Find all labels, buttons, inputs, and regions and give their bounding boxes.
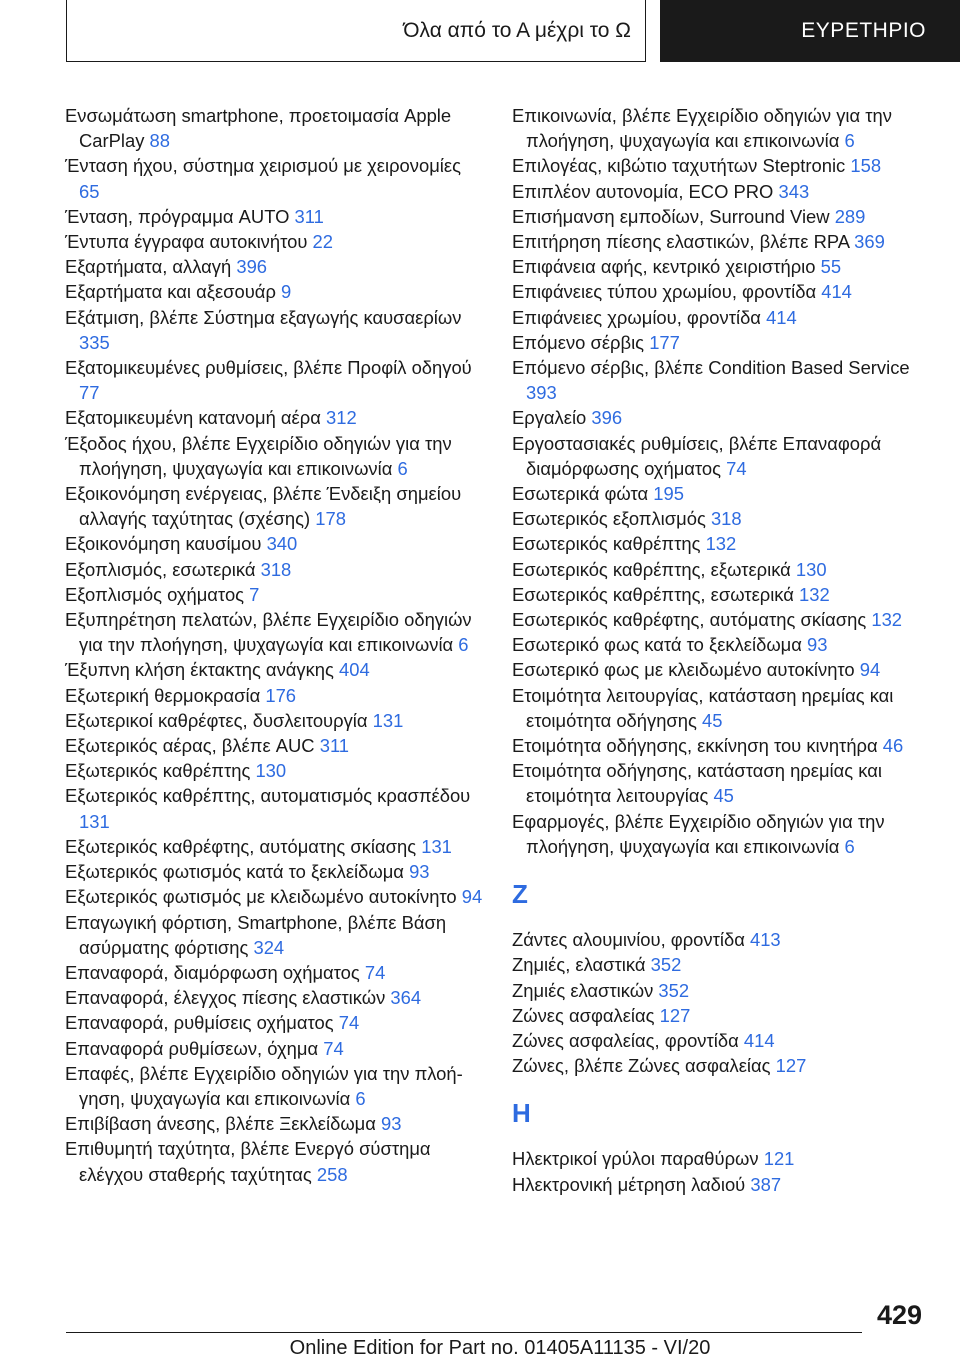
index-entry-text: Επιφάνειες χρωμίου, φροντίδα bbox=[512, 306, 761, 328]
index-entry bbox=[65, 582, 485, 607]
index-entry bbox=[65, 405, 485, 430]
index-entry-text: Εξαρτήματα και αξεσουάρ bbox=[65, 281, 276, 303]
index-entry-text: Εσωτερικό φως με κλειδωμένο αυτοκίνητο bbox=[512, 659, 855, 681]
index-entry-page-link[interactable]: 74 bbox=[338, 1012, 360, 1034]
index-entry-page-link[interactable]: 414 bbox=[766, 306, 797, 328]
index-entry-page-link[interactable]: 176 bbox=[265, 684, 297, 706]
index-entry-text: Ζώνες ασφαλείας bbox=[512, 1004, 655, 1026]
index-entry bbox=[512, 531, 932, 556]
index-entry-page-link[interactable]: 132 bbox=[799, 583, 830, 605]
index-entry-text: Επικοινωνία, βλέπε Εγχειρίδιο οδηγιών για την πλοήγηση, ψυχαγωγία και επικοινωνία bbox=[512, 105, 892, 152]
index-entry-text: Εξωτερικοί καθρέφτες, δυσλειτουργία bbox=[65, 709, 368, 731]
index-entry bbox=[512, 279, 932, 304]
index-entry-page-link[interactable]: 387 bbox=[750, 1173, 782, 1195]
section-letter-z: Z bbox=[512, 879, 528, 910]
index-entry-page-link[interactable]: 131 bbox=[372, 709, 404, 731]
index-column-right bbox=[512, 103, 932, 1197]
index-entry-text: Επιτήρηση πίεσης ελαστικών, βλέπε RPA bbox=[512, 231, 850, 253]
index-entry bbox=[512, 330, 932, 355]
index-entry-text: Εξάτμιση, βλέπε Σύστημα εξαγωγής καυσαερίων bbox=[65, 306, 462, 328]
section-letter-h: H bbox=[512, 1098, 531, 1129]
index-entry bbox=[65, 985, 485, 1010]
index-entry-page-link[interactable]: 6 bbox=[844, 130, 855, 152]
index-entry bbox=[65, 657, 485, 682]
index-entry bbox=[512, 431, 932, 481]
index-entry-page-link[interactable]: 318 bbox=[260, 558, 292, 580]
index-entry-page-link[interactable]: 94 bbox=[461, 886, 483, 908]
index-entry-page-link[interactable]: 404 bbox=[339, 659, 370, 681]
index-entry bbox=[65, 557, 485, 582]
index-entry-page-link[interactable]: 396 bbox=[236, 256, 268, 278]
index-entry-page-link[interactable]: 77 bbox=[79, 382, 100, 404]
index-entry bbox=[512, 405, 932, 430]
index-entry-page-link[interactable]: 311 bbox=[294, 205, 324, 227]
index-entry-page-link[interactable]: 414 bbox=[821, 281, 852, 303]
index-entry bbox=[512, 179, 932, 204]
index-entry bbox=[65, 683, 485, 708]
index-entry-text: Επαναφορά, διαμόρφωση οχήματος bbox=[65, 961, 360, 983]
index-entry bbox=[65, 910, 485, 960]
index-entry bbox=[512, 254, 932, 279]
index-entry-text: Επαναφορά, έλεγχος πίεσης ελαστικών bbox=[65, 987, 386, 1009]
index-entry-text: Εξωτερικός καθρέπτης bbox=[65, 760, 251, 782]
index-entry-page-link[interactable]: 413 bbox=[749, 929, 781, 951]
index-entry-text: Εξυπηρέτηση πελατών, βλέπε Εγχειρίδιο οδηγιών για την πλοήγηση, ψυχαγωγία και επικοινωνία bbox=[65, 609, 472, 656]
footer-edition-text: Online Edition for Part no. 01405A11135 - VI/20 bbox=[289, 1337, 711, 1359]
index-entry-text: Εσωτερικός καθρέπτης, εσωτερικά bbox=[512, 583, 794, 605]
index-entry-text: Εσωτερικός καθρέπτης bbox=[512, 533, 701, 555]
index-entry bbox=[65, 204, 485, 229]
index-entry-text: Ζημιές, ελαστικά bbox=[512, 954, 646, 976]
index-entry-text: Επαφές, βλέπε Εγχειρίδιο οδηγιών για την πλοήγηση, ψυχαγωγία και επικοινωνία bbox=[65, 1062, 463, 1109]
index-entry-text: Εξοπλισμός, εσωτερικά bbox=[65, 558, 256, 580]
index-entry-text: Εργοστασιακές ρυθμίσεις, βλέπε Επαναφορά διαμόρφωσης οχήματος bbox=[512, 432, 882, 479]
index-entry-page-link[interactable]: 289 bbox=[834, 205, 866, 227]
index-entry bbox=[512, 557, 932, 582]
index-entry-text: Επιβίβαση άνεσης, βλέπε Ξεκλείδωμα bbox=[65, 1113, 376, 1135]
index-entry-text: Εσωτερικά φώτα bbox=[512, 483, 649, 505]
index-entry-page-link[interactable]: 6 bbox=[458, 634, 469, 656]
index-entry-page-link[interactable]: 45 bbox=[713, 785, 734, 807]
index-entry-text: Έξοδος ήχου, βλέπε Εγχειρίδιο οδηγιών για την πλοήγηση, ψυχαγωγία και επικοινωνία bbox=[65, 432, 452, 479]
index-column-left bbox=[65, 103, 485, 1187]
index-entry-text: Επιπλέον αυτονομία, ECO PRO bbox=[512, 180, 774, 202]
index-entry-page-link[interactable]: 6 bbox=[397, 457, 408, 479]
index-entry-page-link[interactable]: 46 bbox=[882, 735, 904, 757]
index-entry bbox=[512, 657, 932, 682]
index-entry bbox=[512, 733, 932, 758]
footer-edition bbox=[0, 1337, 960, 1360]
index-entry-text: Εξοικονόμηση ενέργειας, βλέπε Ένδειξη σημείου αλλαγής ταχύτητας (σχέσης) bbox=[65, 483, 462, 530]
index-entry-page-link[interactable]: 93 bbox=[381, 1113, 402, 1135]
index-entry-text: Ετοιμότητα οδήγησης, κατάσταση ηρεμίας και ετοιμότητα λειτουργίας bbox=[512, 760, 882, 807]
index-entry-text: Ένταση, πρόγραμμα AUTO bbox=[65, 205, 290, 227]
index-entry-text: Εξαρτήματα, αλλαγή bbox=[65, 256, 232, 278]
index-entry bbox=[65, 607, 485, 657]
index-entry-page-link[interactable]: 22 bbox=[312, 231, 333, 253]
tab-index-label: ΕΥΡΕΤΗΡΙΟ bbox=[801, 19, 926, 42]
index-entry bbox=[65, 834, 485, 859]
index-entry-text: Ζώνες ασφαλείας, φροντίδα bbox=[512, 1029, 739, 1051]
index-entry bbox=[512, 153, 932, 178]
index-entry-page-link[interactable]: 369 bbox=[854, 231, 885, 253]
index-entry bbox=[512, 1003, 932, 1028]
index-entry-text: Εξατομικευμένες ρυθμίσεις, βλέπε Προφίλ οδηγού bbox=[65, 357, 472, 379]
index-entry-text: Εσωτερικό φως κατά το ξεκλείδωμα bbox=[512, 634, 802, 656]
index-entry bbox=[512, 506, 932, 531]
index-entry-page-link[interactable]: 55 bbox=[820, 256, 842, 278]
index-entry-page-link[interactable]: 132 bbox=[871, 609, 903, 631]
index-entry-text: Επιφάνεια αφής, κεντρικό χειριστήριο bbox=[512, 256, 816, 278]
footer-divider bbox=[66, 1332, 862, 1333]
index-entry-text: Επόμενο σέρβις, βλέπε Condition Based Service bbox=[512, 357, 910, 379]
index-entry-page-link[interactable]: 74 bbox=[323, 1037, 344, 1059]
index-entry-page-link[interactable]: 94 bbox=[859, 659, 881, 681]
index-entry-page-link[interactable]: 158 bbox=[850, 155, 882, 177]
index-entry bbox=[512, 683, 932, 733]
index-entry-page-link[interactable]: 9 bbox=[281, 281, 292, 303]
index-entry-page-link[interactable]: 65 bbox=[79, 180, 100, 202]
index-entry bbox=[65, 1061, 485, 1111]
index-entry-page-link[interactable]: 130 bbox=[255, 760, 287, 782]
index-entry-text: Ηλεκτρικοί γρύλοι παραθύρων bbox=[512, 1148, 759, 1170]
index-entry bbox=[65, 531, 485, 556]
index-entry-page-link[interactable]: 132 bbox=[705, 533, 737, 555]
index-entry bbox=[512, 1146, 932, 1171]
index-entry-page-link[interactable]: 130 bbox=[795, 558, 827, 580]
index-entry bbox=[512, 103, 932, 153]
tab-a-to-z[interactable] bbox=[66, 0, 646, 62]
index-entry-text: Επιφάνειες τύπου χρωμίου, φροντίδα bbox=[512, 281, 817, 303]
index-entry-page-link[interactable]: 178 bbox=[315, 508, 346, 530]
index-entry-text: Εξωτερικός φωτισμός κατά το ξεκλείδωμα bbox=[65, 861, 404, 883]
index-entry-text: Ένταση ήχου, σύστημα χειρισμού με χειρονομίες bbox=[65, 155, 461, 177]
index-entry-text: Εξατομικευμένη κατανομή αέρα bbox=[65, 407, 321, 429]
index-entry bbox=[65, 254, 485, 279]
index-entry bbox=[65, 229, 485, 254]
index-entry-page-link[interactable]: 352 bbox=[658, 979, 690, 1001]
index-entry-text: Ενσωμάτωση smartphone, προετοιμασία Apple CarPlay bbox=[65, 105, 452, 152]
index-entry bbox=[65, 708, 485, 733]
header-bar bbox=[0, 0, 960, 66]
index-entry-page-link[interactable]: 74 bbox=[726, 457, 747, 479]
index-entry-text: Έντυπα έγγραφα αυτοκινήτου bbox=[65, 231, 308, 253]
index-entry bbox=[65, 481, 485, 531]
index-entry-text: Ηλεκτρονική μέτρηση λαδιού bbox=[512, 1173, 746, 1195]
index-entry-text: Ζημιές ελαστικών bbox=[512, 979, 654, 1001]
index-entry-page-link[interactable]: 195 bbox=[653, 483, 684, 505]
index-entry-text: Εξοπλισμός οχήματος bbox=[65, 583, 245, 605]
index-entry bbox=[65, 305, 485, 355]
index-entry-page-link[interactable]: 312 bbox=[325, 407, 357, 429]
index-entry bbox=[65, 884, 485, 909]
index-entry-text: Ετοιμότητα λειτουργίας, κατάσταση ηρεμίας και ετοιμότητα οδήγησης bbox=[512, 684, 894, 731]
index-entry bbox=[512, 632, 932, 657]
index-entry-text: Εξωτερική θερμοκρασία bbox=[65, 684, 261, 706]
index-entry-text: Ζώνες, βλέπε Ζώνες ασφαλείας bbox=[512, 1055, 771, 1077]
index-entry-page-link[interactable]: 340 bbox=[266, 533, 298, 555]
index-entry-page-link[interactable]: 93 bbox=[807, 634, 828, 656]
index-entry bbox=[65, 960, 485, 985]
index-entry-page-link[interactable]: 127 bbox=[775, 1055, 807, 1077]
index-entry-page-link[interactable]: 311 bbox=[319, 735, 350, 757]
index-entry bbox=[65, 1036, 485, 1061]
index-entry-text: Εξωτερικός φωτισμός με κλειδωμένο αυτοκίνητο bbox=[65, 886, 457, 908]
tab-a-to-z-label: Όλα από το Α μέχρι το Ω bbox=[403, 18, 631, 42]
page-number: 429 bbox=[876, 1300, 922, 1330]
index-entry bbox=[65, 1136, 485, 1186]
index-entry bbox=[65, 153, 485, 203]
index-entry bbox=[65, 758, 485, 783]
index-entry-page-link[interactable]: 258 bbox=[316, 1163, 348, 1185]
index-entry-page-link[interactable]: 7 bbox=[249, 583, 260, 605]
index-entry-text: Ετοιμότητα οδήγησης, εκκίνηση του κινητήρα bbox=[512, 735, 878, 757]
index-entry-page-link[interactable]: 396 bbox=[591, 407, 623, 429]
index-entry-page-link[interactable]: 45 bbox=[702, 709, 723, 731]
index-entry bbox=[512, 481, 932, 506]
index-entry bbox=[512, 809, 932, 859]
index-entry-text: Επαγωγική φόρτιση, Smartphone, βλέπε Βάση ασύρματης φόρτισης bbox=[65, 911, 447, 958]
index-entry-text: Επαναφορά, ρυθμίσεις οχήματος bbox=[65, 1012, 334, 1034]
index-entry-text: Εξωτερικός καθρέφτης, αυτόματης σκίασης bbox=[65, 835, 417, 857]
index-entry-page-link[interactable]: 343 bbox=[778, 180, 810, 202]
index-entry-page-link[interactable]: 335 bbox=[79, 331, 110, 353]
index-entry bbox=[512, 1172, 932, 1197]
index-entry bbox=[512, 952, 932, 977]
index-entry bbox=[512, 305, 932, 330]
index-entry bbox=[512, 1028, 932, 1053]
index-entry-page-link[interactable]: 93 bbox=[409, 861, 430, 883]
index-entry-page-link[interactable]: 6 bbox=[355, 1087, 366, 1109]
index-entry-text: Επιλογέας, κιβώτιο ταχυτήτων Steptronic bbox=[512, 155, 846, 177]
index-entry-page-link[interactable]: 364 bbox=[390, 987, 422, 1009]
index-entry-text: Εσωτερικός εξοπλισμός bbox=[512, 508, 706, 530]
index-entry bbox=[512, 978, 932, 1003]
index-entry-text: Εφαρμογές, βλέπε Εγχειρίδιο οδηγιών για την πλοήγηση, ψυχαγωγία και επικοινωνία bbox=[512, 810, 885, 857]
index-entry-page-link[interactable]: 393 bbox=[526, 382, 557, 404]
index-entry-text: Επισήμανση εμποδίων, Surround View bbox=[512, 205, 830, 227]
index-entry bbox=[512, 229, 932, 254]
index-entry-text: Εσωτερικός καθρέπτης, εξωτερικά bbox=[512, 558, 791, 580]
index-entry bbox=[512, 927, 932, 952]
index-entry-page-link[interactable]: 121 bbox=[763, 1148, 795, 1170]
index-entry-text: Επαναφορά ρυθμίσεων, όχημα bbox=[65, 1037, 319, 1059]
index-entry bbox=[65, 1010, 485, 1035]
index-entry-text: Επιθυμητή ταχύτητα, βλέπε Ενεργό σύστημα ελέγχου σταθερής ταχύτητας bbox=[65, 1138, 431, 1185]
index-entry-page-link[interactable]: 352 bbox=[650, 954, 682, 976]
index-entry bbox=[512, 607, 932, 632]
index-entry-page-link[interactable]: 131 bbox=[79, 810, 110, 832]
index-entry bbox=[512, 355, 932, 405]
index-entry-text: Εργαλείο bbox=[512, 407, 587, 429]
index-entry-page-link[interactable]: 6 bbox=[844, 835, 855, 857]
index-entry-page-link[interactable]: 414 bbox=[743, 1029, 775, 1051]
index-entry-page-link[interactable]: 324 bbox=[253, 936, 285, 958]
index-entry-text: Εξωτερικός καθρέπτης, αυτοματισμός κρασπέδου bbox=[65, 785, 471, 807]
index-entry-page-link[interactable]: 88 bbox=[149, 130, 171, 152]
index-entry bbox=[65, 103, 485, 153]
index-entry-text: Εσωτερικός καθρέφτης, αυτόματης σκίασης bbox=[512, 609, 867, 631]
index-entry bbox=[65, 783, 485, 833]
index-entry bbox=[65, 733, 485, 758]
index-entry-text: Ζάντες αλουμινίου, φροντίδα bbox=[512, 929, 745, 951]
index-entry-text: Εξοικονόμηση καυσίμου bbox=[65, 533, 262, 555]
index-entry bbox=[65, 355, 485, 405]
index-entry-page-link[interactable]: 318 bbox=[710, 508, 742, 530]
index-entry-text: Επόμενο σέρβις bbox=[512, 331, 645, 353]
tab-index[interactable] bbox=[660, 0, 960, 62]
index-entry bbox=[512, 758, 932, 808]
index-entry bbox=[512, 1053, 932, 1078]
index-entry-page-link[interactable]: 74 bbox=[364, 961, 386, 983]
index-entry-page-link[interactable]: 177 bbox=[649, 331, 680, 353]
index-entry bbox=[65, 279, 485, 304]
index-entry-text: Εξωτερικός αέρας, βλέπε AUC bbox=[65, 735, 315, 757]
index-entry bbox=[512, 582, 932, 607]
index-entry-page-link[interactable]: 131 bbox=[421, 835, 452, 857]
index-entry bbox=[512, 204, 932, 229]
index-entry bbox=[65, 859, 485, 884]
index-entry-page-link[interactable]: 127 bbox=[659, 1004, 691, 1026]
index-entry-text: Έξυπνη κλήση έκτακτης ανάγκης bbox=[65, 659, 334, 681]
index-entry bbox=[65, 431, 485, 481]
index-entry bbox=[65, 1111, 485, 1136]
